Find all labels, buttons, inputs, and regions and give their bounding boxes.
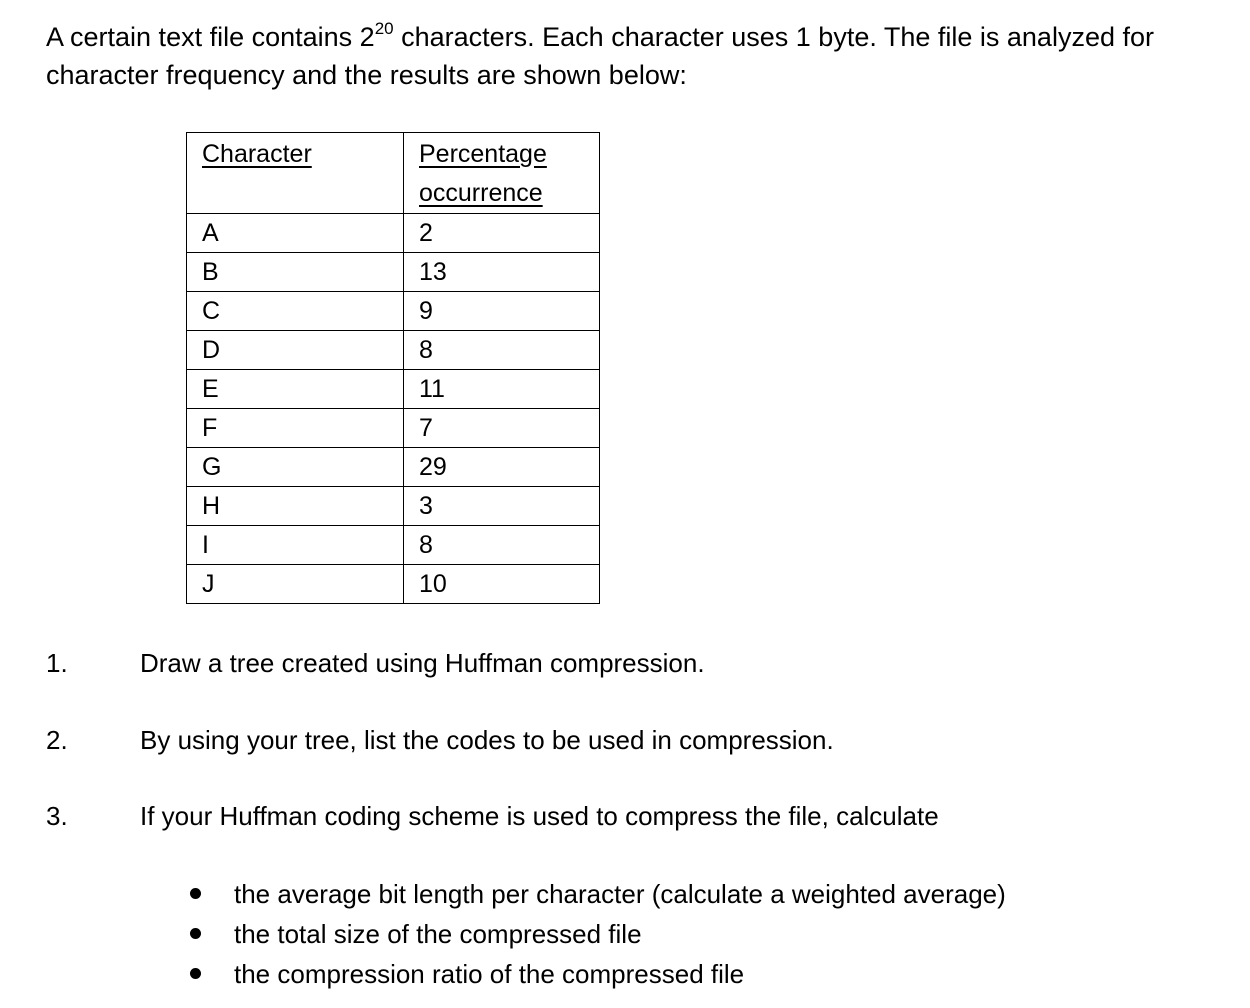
bullet-icon xyxy=(190,888,201,899)
cell-character: E xyxy=(187,370,404,409)
header-percentage: Percentage occurrence xyxy=(404,133,600,214)
list-item xyxy=(186,954,1006,994)
table-row xyxy=(187,487,600,526)
cell-percentage: 8 xyxy=(404,331,600,370)
intro-text-part2: characters. Each character uses 1 byte. The file is analyzed for character frequency and the results are shown below: xyxy=(46,22,1154,90)
intro-text-part1: A certain text file contains 2 xyxy=(46,22,375,52)
cell-percentage: 7 xyxy=(404,409,600,448)
cell-percentage: 13 xyxy=(404,253,600,292)
table-row xyxy=(187,409,600,448)
cell-character: B xyxy=(187,253,404,292)
question-number: 2. xyxy=(46,725,68,755)
header-character: Character xyxy=(187,133,404,214)
cell-character: A xyxy=(187,214,404,253)
table-header-row xyxy=(187,133,600,214)
question-number: 3. xyxy=(46,801,68,831)
table-row xyxy=(187,292,600,331)
list-item-text: the average bit length per character (calculate a weighted average) xyxy=(234,879,1006,909)
question-number: 1. xyxy=(46,648,68,678)
cell-character: I xyxy=(187,526,404,565)
table-row xyxy=(187,370,600,409)
table-row xyxy=(187,214,600,253)
table-row xyxy=(187,448,600,487)
table-row xyxy=(187,565,600,604)
cell-percentage: 9 xyxy=(404,292,600,331)
cell-character: J xyxy=(187,565,404,604)
bullet-icon xyxy=(190,968,201,979)
cell-character: D xyxy=(187,331,404,370)
calculation-list xyxy=(186,874,1006,994)
intro-paragraph xyxy=(46,18,1226,94)
table-row xyxy=(187,526,600,565)
table-row xyxy=(187,253,600,292)
list-item xyxy=(186,914,1006,954)
list-item xyxy=(186,874,1006,914)
cell-percentage: 29 xyxy=(404,448,600,487)
cell-percentage: 10 xyxy=(404,565,600,604)
cell-character: G xyxy=(187,448,404,487)
cell-percentage: 8 xyxy=(404,526,600,565)
cell-character: H xyxy=(187,487,404,526)
table-row xyxy=(187,331,600,370)
list-item-text: the total size of the compressed file xyxy=(234,919,642,949)
cell-character: F xyxy=(187,409,404,448)
cell-percentage: 2 xyxy=(404,214,600,253)
frequency-table xyxy=(186,132,600,604)
question-text: By using your tree, list the codes to be used in compression. xyxy=(140,725,834,755)
cell-character: C xyxy=(187,292,404,331)
question-text: If your Huffman coding scheme is used to compress the file, calculate xyxy=(140,801,939,831)
cell-percentage: 11 xyxy=(404,370,600,409)
bullet-icon xyxy=(190,928,201,939)
question-text: Draw a tree created using Huffman compression. xyxy=(140,648,705,678)
cell-percentage: 3 xyxy=(404,487,600,526)
list-item-text: the compression ratio of the compressed file xyxy=(234,959,745,989)
intro-exponent: 20 xyxy=(374,19,394,38)
